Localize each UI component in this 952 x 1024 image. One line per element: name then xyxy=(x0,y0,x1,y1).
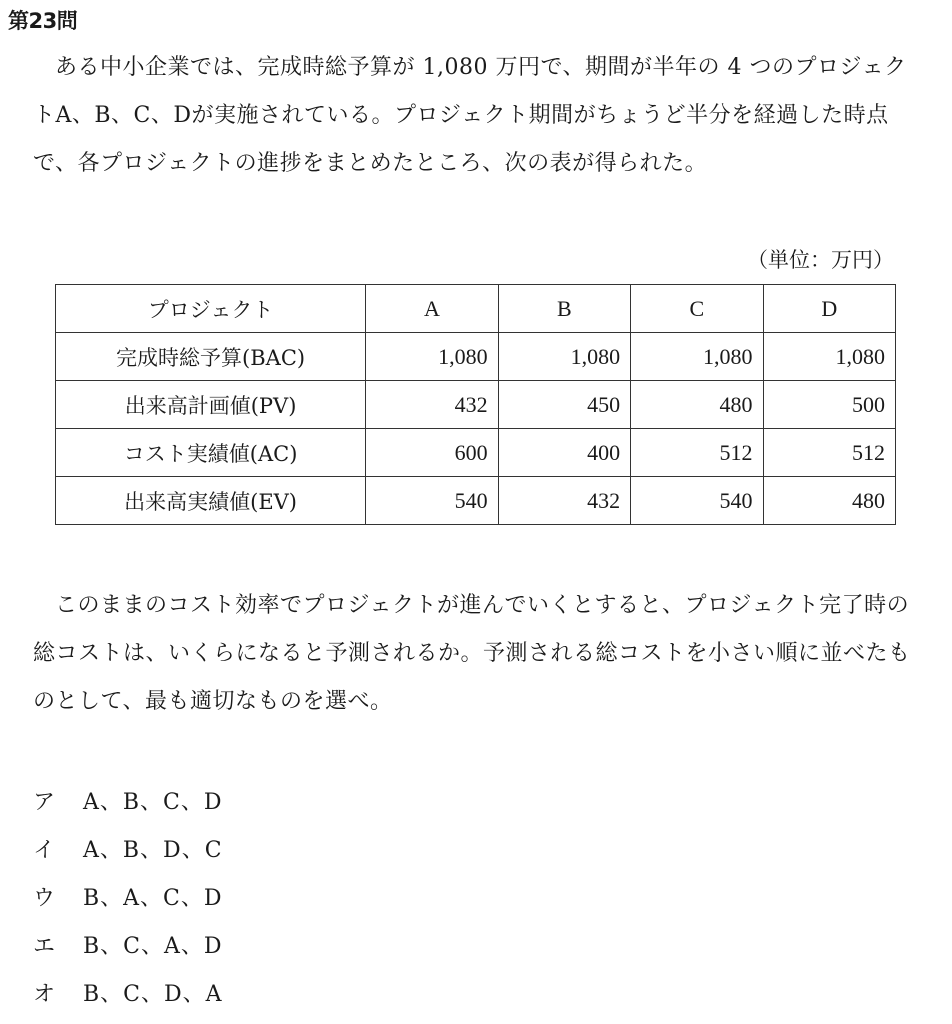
choice-text: A、B、D、C xyxy=(83,838,223,863)
cell-value: 432 xyxy=(498,477,630,525)
cell-value: 600 xyxy=(366,429,498,477)
choice-u[interactable] xyxy=(33,875,223,923)
table-row-ev xyxy=(56,477,896,525)
choice-text: B、C、D、A xyxy=(83,982,223,1007)
cell-value: 1,080 xyxy=(763,333,895,381)
row-label: 完成時総予算(BAC) xyxy=(56,333,366,381)
choice-mark: イ xyxy=(33,838,56,863)
table-row-ac xyxy=(56,429,896,477)
table-row-bac xyxy=(56,333,896,381)
unit-label: （単位：万円） xyxy=(747,248,894,272)
header-b: B xyxy=(498,285,630,333)
cell-value: 540 xyxy=(631,477,763,525)
cell-value: 512 xyxy=(631,429,763,477)
row-label: 出来高計画値(PV) xyxy=(56,381,366,429)
question-text: このままのコスト効率でプロジェクトが進んでいくとすると、プロジェクト完了時の総コストは、いくらになると予測されるか。予測される総コストを小さい順に並べたものとして、最も適切なものを選べ。 xyxy=(33,593,911,714)
project-progress-table xyxy=(55,284,896,525)
cell-value: 512 xyxy=(763,429,895,477)
choice-mark: ウ xyxy=(33,886,56,911)
cell-value: 480 xyxy=(763,477,895,525)
choice-mark: エ xyxy=(33,934,56,959)
question-intro: ある中小企業では、完成時総予算が 1,080 万円で、期間が半年の 4 つのプロジェクトA、B、C、Dが実施されている。プロジェクト期間がちょうど半分を経過した時点で、各プロジェクトの進捗をまとめたところ、次の表が得られた。 xyxy=(33,55,907,176)
cell-value: 540 xyxy=(366,477,498,525)
cell-value: 1,080 xyxy=(631,333,763,381)
header-project: プロジェクト xyxy=(56,285,366,333)
choice-e[interactable] xyxy=(33,923,223,971)
row-label: コスト実績値(AC) xyxy=(56,429,366,477)
header-c: C xyxy=(631,285,763,333)
cell-value: 400 xyxy=(498,429,630,477)
choice-text: A、B、C、D xyxy=(83,790,223,815)
question-number: 第23問 xyxy=(8,9,78,33)
row-label: 出来高実績値(EV) xyxy=(56,477,366,525)
choice-text: B、C、A、D xyxy=(83,934,223,959)
cell-value: 1,080 xyxy=(498,333,630,381)
choice-text: B、A、C、D xyxy=(83,886,223,911)
header-a: A xyxy=(366,285,498,333)
table-row-pv xyxy=(56,381,896,429)
choice-a[interactable] xyxy=(33,779,223,827)
cell-value: 500 xyxy=(763,381,895,429)
cell-value: 450 xyxy=(498,381,630,429)
cell-value: 1,080 xyxy=(366,333,498,381)
choice-mark: ア xyxy=(33,790,56,815)
answer-choices xyxy=(33,779,223,1019)
table-header-row xyxy=(56,285,896,333)
cell-value: 432 xyxy=(366,381,498,429)
header-d: D xyxy=(763,285,895,333)
choice-o[interactable] xyxy=(33,971,223,1019)
cell-value: 480 xyxy=(631,381,763,429)
choice-mark: オ xyxy=(33,982,56,1007)
choice-i[interactable] xyxy=(33,827,223,875)
